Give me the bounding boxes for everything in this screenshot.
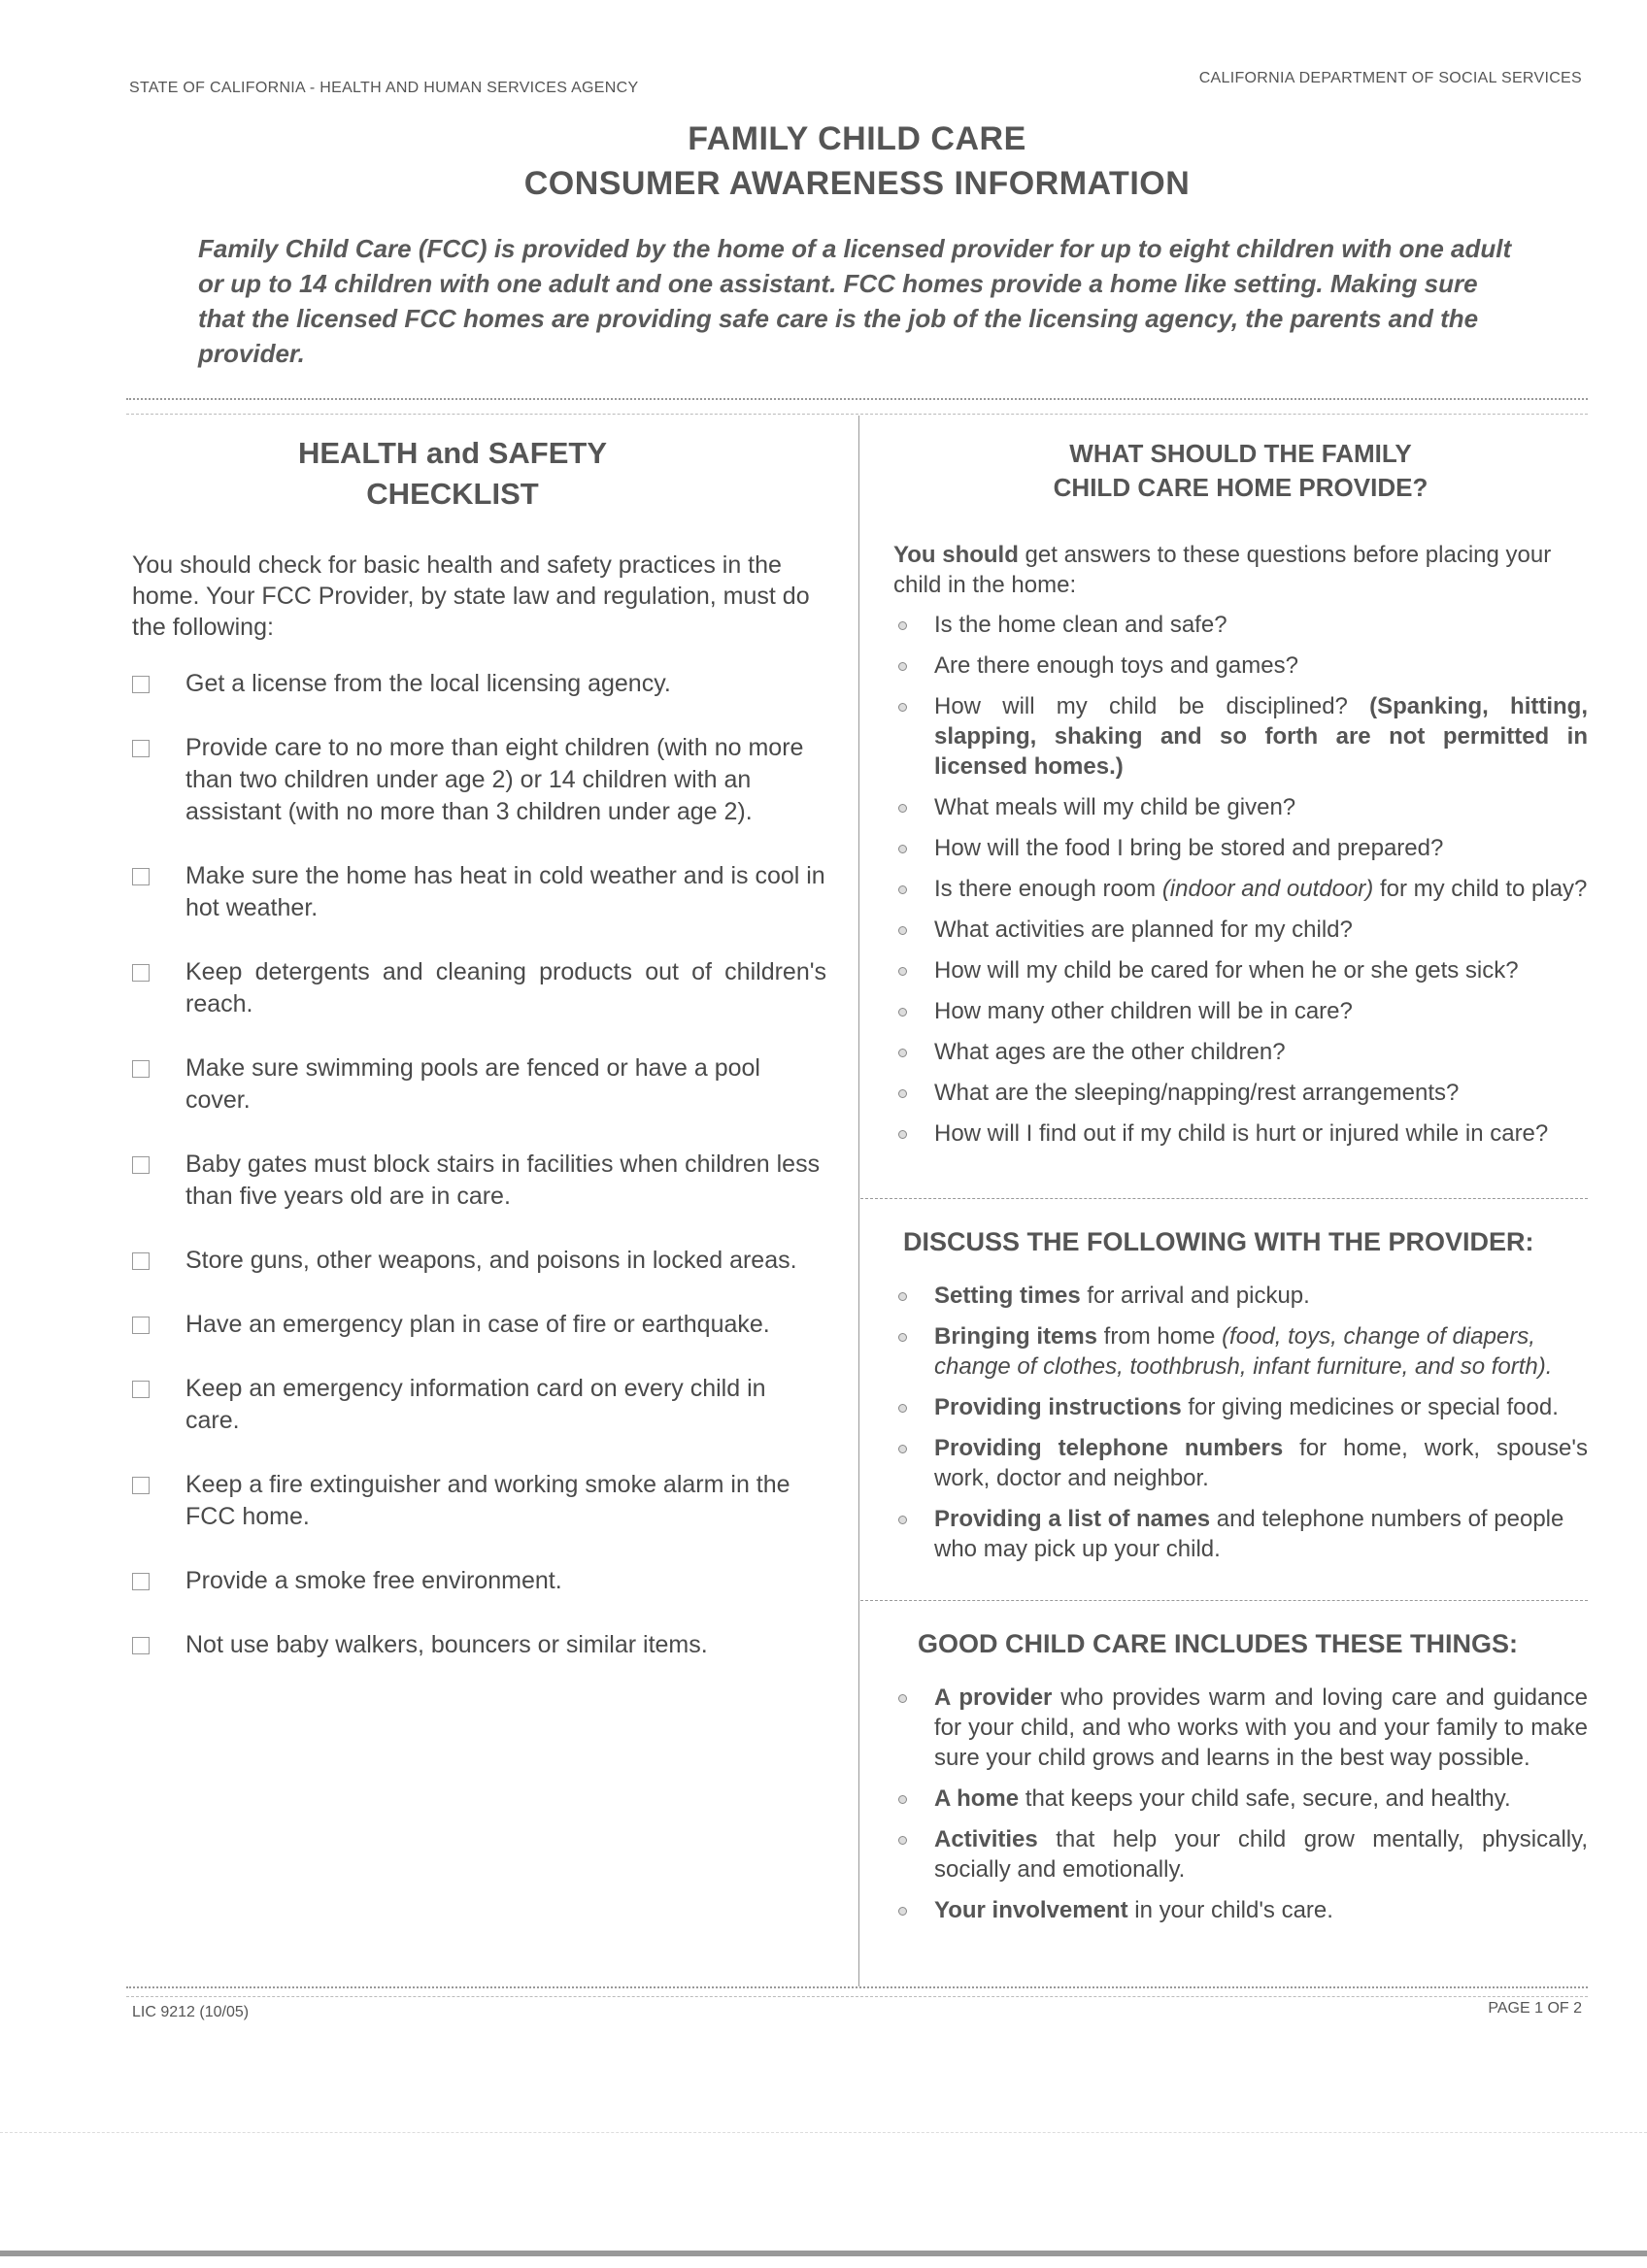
discuss-list [893, 1281, 1588, 1564]
bullet-icon [898, 1404, 907, 1413]
list-item: Bringing items from home (food, toys, change of diapers, change of clothes, toothbrush, infant furniture, and so forth). [893, 1321, 1588, 1382]
bullet-icon [898, 845, 907, 853]
bullet-icon [898, 1089, 907, 1098]
page-number: PAGE 1 OF 2 [1488, 2000, 1582, 2017]
bullet-icon [898, 1795, 907, 1804]
list-item: How will the food I bring be stored and prepared? [893, 833, 1588, 863]
provide-section [893, 437, 1588, 1159]
bottom-divider [126, 1986, 1588, 1988]
good-care-section [893, 1627, 1588, 1936]
bullet-icon [898, 1836, 907, 1845]
list-item: Activities that help your child grow mentally, physically, socially and emotionally. [893, 1824, 1588, 1884]
list-item: A provider who provides warm and loving care and guidance for your child, and who works with you and your family to make sure your child grows and learns in the best way possible. [893, 1683, 1588, 1773]
scan-edge [0, 2251, 1647, 2256]
form-number: LIC 9212 (10/05) [132, 2004, 250, 2020]
checkbox-icon[interactable] [132, 1573, 150, 1590]
discuss-title: DISCUSS THE FOLLOWING WITH THE PROVIDER: [903, 1227, 1534, 1256]
checklist-item: Make sure swimming pools are fenced or have a pool cover. [132, 1052, 826, 1117]
question-list [893, 610, 1588, 1149]
bullet-icon [898, 1445, 907, 1453]
bullet-icon [898, 1694, 907, 1703]
checklist-item: Get a license from the local licensing agency. [132, 668, 826, 700]
checklist-item: Keep an emergency information card on every child in care. [132, 1373, 826, 1437]
bullet-icon [898, 804, 907, 813]
list-item: What ages are the other children? [893, 1037, 1588, 1067]
checklist-item: Not use baby walkers, bouncers or similar items. [132, 1629, 826, 1661]
list-item: What are the sleeping/napping/rest arrangements? [893, 1078, 1588, 1108]
checkbox-icon[interactable] [132, 868, 150, 885]
provide-intro: You should get answers to these questions before placing your child in the home: [893, 542, 1552, 598]
checkbox-icon[interactable] [132, 1156, 150, 1174]
column-divider [858, 416, 859, 1986]
bullet-icon [898, 1333, 907, 1342]
checklist-item: Baby gates must block stairs in facilities when children less than five years old are in care. [132, 1149, 826, 1213]
checkbox-icon[interactable] [132, 740, 150, 757]
checklist-item: Provide care to no more than eight children (with no more than two children under age 2) or 14 children with an assistant (with no more than 3 children under age 2). [132, 732, 826, 828]
top-divider [126, 398, 1588, 400]
provide-title: WHAT SHOULD THE FAMILY CHILD CARE HOME PROVIDE? [1053, 439, 1429, 502]
list-item: Providing telephone numbers for home, work, spouse's work, doctor and neighbor. [893, 1433, 1588, 1493]
checkbox-icon[interactable] [132, 1381, 150, 1398]
list-item: Is there enough room (indoor and outdoor) for my child to play? [893, 874, 1588, 904]
good-care-title: GOOD CHILD CARE INCLUDES THESE THINGS: [918, 1629, 1519, 1658]
bullet-icon [898, 1516, 907, 1524]
checklist-title: HEALTH and SAFETY CHECKLIST [297, 436, 608, 511]
good-care-list [893, 1683, 1588, 1925]
document-title-line2: CONSUMER AWARENESS INFORMATION [523, 165, 1191, 202]
list-item: Is the home clean and safe? [893, 610, 1588, 640]
list-item: Providing a list of names and telephone numbers of people who may pick up your child. [893, 1504, 1588, 1564]
list-item: How will I find out if my child is hurt or injured while in care? [893, 1118, 1588, 1149]
bullet-icon [898, 967, 907, 976]
bullet-icon [898, 621, 907, 630]
list-item: How many other children will be in care? [893, 996, 1588, 1026]
list-item: Setting times for arrival and pickup. [893, 1281, 1588, 1311]
checkbox-icon[interactable] [132, 1252, 150, 1270]
list-item: How will my child be cared for when he or she gets sick? [893, 955, 1588, 985]
checklist-item: Keep a fire extinguisher and working smoke alarm in the FCC home. [132, 1469, 826, 1533]
agency-header: STATE OF CALIFORNIA - HEALTH AND HUMAN SERVICES AGENCY [129, 80, 639, 96]
checklist-item: Have an emergency plan in case of fire or earthquake. [132, 1309, 826, 1341]
checkbox-icon[interactable] [132, 1477, 150, 1494]
checklist-intro: You should check for basic health and safety practices in the home. Your FCC Provider, by state law and regulation, must do the following: [132, 551, 810, 641]
list-item: What meals will my child be given? [893, 792, 1588, 822]
list-item: Providing instructions for giving medicines or special food. [893, 1392, 1588, 1422]
health-safety-section [132, 433, 826, 1693]
bullet-icon [898, 926, 907, 935]
document-title-line1: FAMILY CHILD CARE [688, 120, 1026, 157]
bullet-icon [898, 703, 907, 712]
bullet-icon [898, 1008, 907, 1017]
bullet-icon [898, 662, 907, 671]
intro-paragraph: Family Child Care (FCC) is provided by the home of a licensed provider for up to eight children with one adult or up to 14 children with one adult and one assistant. FCC homes provide a home like setting. Making sure that the licensed FCC homes are providing safe care is the job of the licensing agency, the parents and the provider. [198, 234, 1512, 368]
checklist-item: Make sure the home has heat in cold weather and is cool in hot weather. [132, 860, 826, 924]
checkbox-icon[interactable] [132, 964, 150, 982]
bullet-icon [898, 1292, 907, 1301]
checklist-item: Store guns, other weapons, and poisons in locked areas. [132, 1245, 826, 1277]
bullet-icon [898, 885, 907, 894]
discuss-section [893, 1225, 1588, 1575]
list-item: Are there enough toys and games? [893, 650, 1588, 681]
checkbox-icon[interactable] [132, 676, 150, 693]
list-item: What activities are planned for my child? [893, 915, 1588, 945]
section-divider [860, 1600, 1588, 1601]
bullet-icon [898, 1130, 907, 1139]
list-item: A home that keeps your child safe, secure, and healthy. [893, 1784, 1588, 1814]
section-divider [860, 1198, 1588, 1199]
top-divider-secondary [126, 414, 1588, 415]
checkbox-icon[interactable] [132, 1637, 150, 1654]
list-item: How will my child be disciplined? (Spanking, hitting, slapping, shaking and so forth are not permitted in licensed homes.) [893, 691, 1588, 782]
bullet-icon [898, 1049, 907, 1057]
list-item: Your involvement in your child's care. [893, 1895, 1588, 1925]
scan-artifact-line [0, 2132, 1647, 2133]
bottom-divider-secondary [126, 1996, 1588, 1997]
checkbox-icon[interactable] [132, 1060, 150, 1078]
bullet-icon [898, 1907, 907, 1916]
checkbox-icon[interactable] [132, 1317, 150, 1334]
department-header: CALIFORNIA DEPARTMENT OF SOCIAL SERVICES [1198, 70, 1582, 86]
checklist-item: Provide a smoke free environment. [132, 1565, 826, 1597]
checklist [132, 668, 826, 1661]
checklist-item: Keep detergents and cleaning products out of children's reach. [132, 956, 826, 1020]
